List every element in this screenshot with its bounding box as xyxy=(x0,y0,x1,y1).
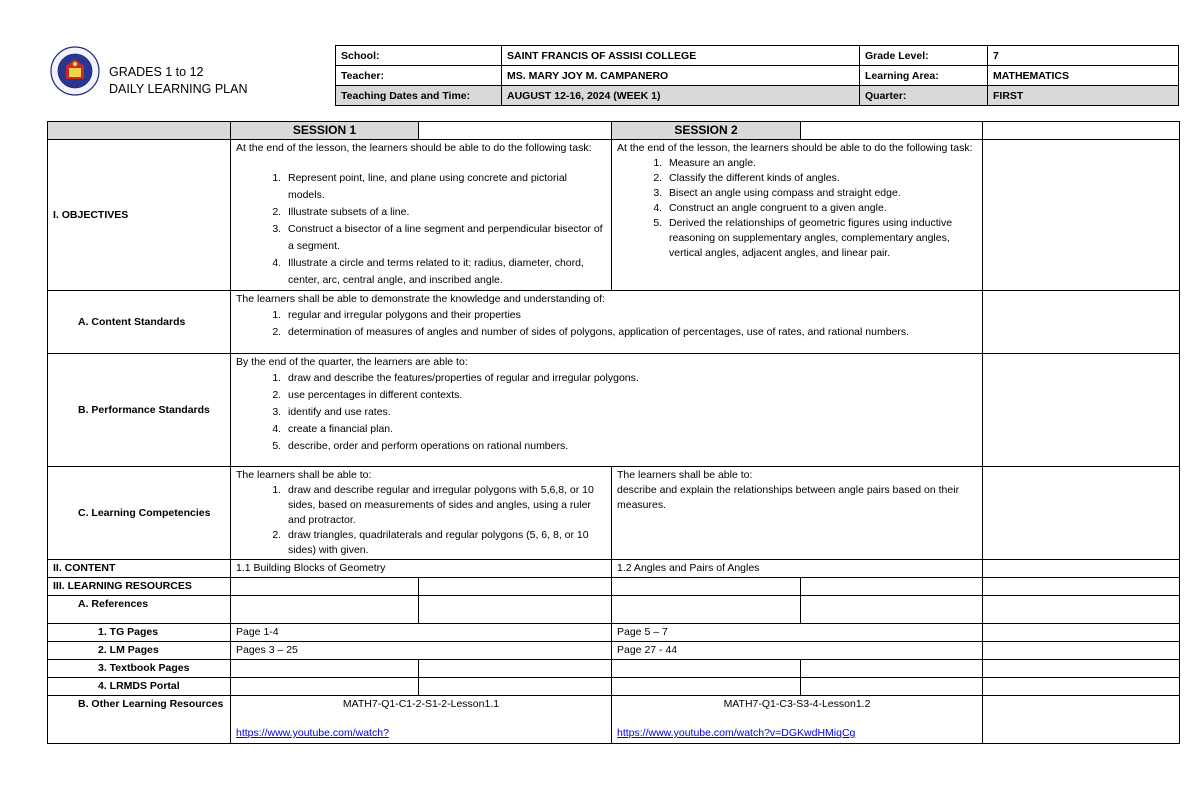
session-2-header: SESSION 2 xyxy=(612,122,801,140)
empty-cell xyxy=(983,596,1180,624)
school-value: SAINT FRANCIS OF ASSISI COLLEGE xyxy=(502,46,860,66)
objectives-s1-intro: At the end of the lesson, the learners should be able to do the following task: xyxy=(236,142,592,154)
session-blank-cell xyxy=(801,122,983,140)
dates-row xyxy=(336,86,1179,106)
content-label: II. CONTENT xyxy=(48,560,231,578)
objectives-s2-intro: At the end of the lesson, the learners should be able to do the following task: xyxy=(617,142,973,154)
grade-level-value: 7 xyxy=(988,46,1179,66)
empty-cell xyxy=(801,678,983,696)
empty-cell xyxy=(231,678,419,696)
empty-cell xyxy=(983,560,1180,578)
list-item: 1. regular and irregular polygons and their properties xyxy=(284,307,977,324)
lm-pages-label: 2. LM Pages xyxy=(48,642,231,660)
performance-standards-intro: By the end of the quarter, the learners are able to: xyxy=(236,356,468,368)
empty-cell xyxy=(419,660,612,678)
performance-standards-label: B. Performance Standards xyxy=(48,354,231,467)
teacher-value: MS. MARY JOY M. CAMPANERO xyxy=(502,66,860,86)
empty-cell xyxy=(983,696,1180,744)
objectives-row xyxy=(48,140,1180,291)
references-row xyxy=(48,596,1180,624)
textbook-pages-label: 3. Textbook Pages xyxy=(48,660,231,678)
list-item: 5. describe, order and perform operations on rational numbers. xyxy=(284,438,977,455)
learning-competencies-label: C. Learning Competencies xyxy=(48,467,231,560)
objectives-label: I. OBJECTIVES xyxy=(48,140,231,291)
quarter-value: FIRST xyxy=(988,86,1179,106)
dates-value: AUGUST 12-16, 2024 (WEEK 1) xyxy=(502,86,860,106)
other-resources-session-2 xyxy=(612,696,983,744)
list-item: 4. Construct an angle congruent to a given angle. xyxy=(665,201,977,216)
empty-cell xyxy=(612,660,801,678)
grade-level-label: Grade Level: xyxy=(860,46,988,66)
list-item: 2. Classify the different kinds of angles. xyxy=(665,171,977,186)
resource-code-s1: MATH7-Q1-C1-2-S1-2-Lesson1.1 xyxy=(342,698,500,710)
learning-area-value: MATHEMATICS xyxy=(988,66,1179,86)
session-blank-cell xyxy=(48,122,231,140)
objectives-session-1 xyxy=(231,140,612,291)
plan-title-grades: GRADES 1 to 12 xyxy=(109,65,204,79)
empty-cell xyxy=(419,596,612,624)
list-item: 5. Derived the relationships of geometric figures using inductive reasoning on supplementary angles, complementary angles, vertical angles, adjacent angles, and linear pair. xyxy=(665,216,977,261)
competencies-s1-list xyxy=(236,483,606,558)
empty-cell xyxy=(612,578,801,596)
list-item: 1. Measure an angle. xyxy=(665,156,977,171)
lm-pages-session-2: Page 27 - 44 xyxy=(612,642,983,660)
performance-standards-row xyxy=(48,354,1180,467)
session-header-row xyxy=(48,122,1180,140)
learning-competencies-row xyxy=(48,467,1180,560)
lm-pages-row xyxy=(48,642,1180,660)
list-item: 4. Illustrate a circle and terms related to it: radius, diameter, chord, center, arc, central angle, and inscribed angle. xyxy=(284,255,606,289)
learning-resources-row xyxy=(48,578,1180,596)
tg-pages-session-2: Page 5 – 7 xyxy=(612,624,983,642)
empty-cell xyxy=(983,354,1180,467)
list-item: 4. create a financial plan. xyxy=(284,421,977,438)
empty-cell xyxy=(231,596,419,624)
empty-cell xyxy=(983,467,1180,560)
other-resources-row xyxy=(48,696,1180,744)
lrmds-portal-row xyxy=(48,678,1180,696)
tg-pages-label: 1. TG Pages xyxy=(48,624,231,642)
content-row xyxy=(48,560,1180,578)
empty-cell xyxy=(983,678,1180,696)
empty-cell xyxy=(983,578,1180,596)
empty-cell xyxy=(983,624,1180,642)
empty-cell xyxy=(801,660,983,678)
list-item: 2. use percentages in different contexts. xyxy=(284,387,977,404)
list-item: 2. determination of measures of angles and number of sides of polygons, application of percentages, use of rates, and rational numbers. xyxy=(284,324,977,341)
teacher-label: Teacher: xyxy=(336,66,502,86)
empty-cell xyxy=(983,140,1180,291)
textbook-pages-row xyxy=(48,660,1180,678)
objectives-s2-list xyxy=(617,156,977,261)
list-item: 3. Bisect an angle using compass and straight edge. xyxy=(665,186,977,201)
list-item: 2. Illustrate subsets of a line. xyxy=(284,204,606,221)
empty-cell xyxy=(983,642,1180,660)
performance-standards-text xyxy=(231,354,983,467)
youtube-link-s2[interactable]: https://www.youtube.com/watch?v=DGKwdHMiqCg xyxy=(617,727,856,739)
competencies-s2-text: describe and explain the relationships between angle pairs based on their measures. xyxy=(617,484,960,511)
empty-cell xyxy=(231,578,419,596)
list-item: 2. draw triangles, quadrilaterals and regular polygons (5, 6, 8, or 10 sides) with given. xyxy=(284,528,606,558)
quarter-label: Quarter: xyxy=(860,86,988,106)
school-row xyxy=(336,46,1179,66)
content-standards-text xyxy=(231,291,983,354)
content-standards-intro: The learners shall be able to demonstrate the knowledge and understanding of: xyxy=(236,293,605,305)
objectives-session-2 xyxy=(612,140,983,291)
competencies-s2-intro: The learners shall be able to: xyxy=(617,469,753,481)
other-resources-session-1 xyxy=(231,696,612,744)
list-item: 3. Construct a bisector of a line segment and perpendicular bisector of a segment. xyxy=(284,221,606,255)
list-item: 1. draw and describe the features/properties of regular and irregular polygons. xyxy=(284,370,977,387)
empty-cell xyxy=(612,678,801,696)
competencies-s1-intro: The learners shall be able to: xyxy=(236,469,372,481)
empty-cell xyxy=(983,291,1180,354)
tg-pages-row xyxy=(48,624,1180,642)
content-standards-label: A. Content Standards xyxy=(48,291,231,354)
content-session-2: 1.2 Angles and Pairs of Angles xyxy=(612,560,983,578)
empty-cell xyxy=(231,660,419,678)
dates-label: Teaching Dates and Time: xyxy=(336,86,502,106)
objectives-s1-list xyxy=(236,170,606,289)
youtube-link-s1[interactable]: https://www.youtube.com/watch? xyxy=(236,727,389,739)
empty-cell xyxy=(801,596,983,624)
empty-cell xyxy=(801,578,983,596)
empty-cell xyxy=(419,678,612,696)
content-standards-row xyxy=(48,291,1180,354)
plan-title-dlp: DAILY LEARNING PLAN xyxy=(109,82,248,96)
list-item: 1. draw and describe regular and irregular polygons with 5,6,8, or 10 sides, based on measurements of sides and angles, using a ruler and protractor. xyxy=(284,483,606,528)
list-item: 3. identify and use rates. xyxy=(284,404,977,421)
lm-pages-session-1: Pages 3 – 25 xyxy=(231,642,612,660)
session-blank-cell xyxy=(419,122,612,140)
learning-resources-label: III. LEARNING RESOURCES xyxy=(48,578,231,596)
content-session-1: 1.1 Building Blocks of Geometry xyxy=(231,560,612,578)
references-label: A. References xyxy=(48,596,231,624)
learning-area-label: Learning Area: xyxy=(860,66,988,86)
empty-cell xyxy=(419,578,612,596)
session-1-header: SESSION 1 xyxy=(231,122,419,140)
plan-title xyxy=(109,64,247,98)
school-label: School: xyxy=(336,46,502,66)
empty-cell xyxy=(983,660,1180,678)
content-standards-list xyxy=(236,307,977,341)
competencies-session-2 xyxy=(612,467,983,560)
competencies-session-1 xyxy=(231,467,612,560)
learning-plan-table xyxy=(47,121,1180,744)
lrmds-portal-label: 4. LRMDS Portal xyxy=(48,678,231,696)
header-info-table xyxy=(335,45,1179,106)
list-item: 1. Represent point, line, and plane using concrete and pictorial models. xyxy=(284,170,606,204)
teacher-row xyxy=(336,66,1179,86)
empty-cell xyxy=(612,596,801,624)
other-resources-label: B. Other Learning Resources xyxy=(48,696,231,744)
session-blank-cell xyxy=(983,122,1180,140)
resource-code-s2: MATH7-Q1-C3-S3-4-Lesson1.2 xyxy=(723,698,871,710)
deped-seal-logo xyxy=(50,46,100,96)
tg-pages-session-1: Page 1-4 xyxy=(231,624,612,642)
performance-standards-list xyxy=(236,370,977,455)
